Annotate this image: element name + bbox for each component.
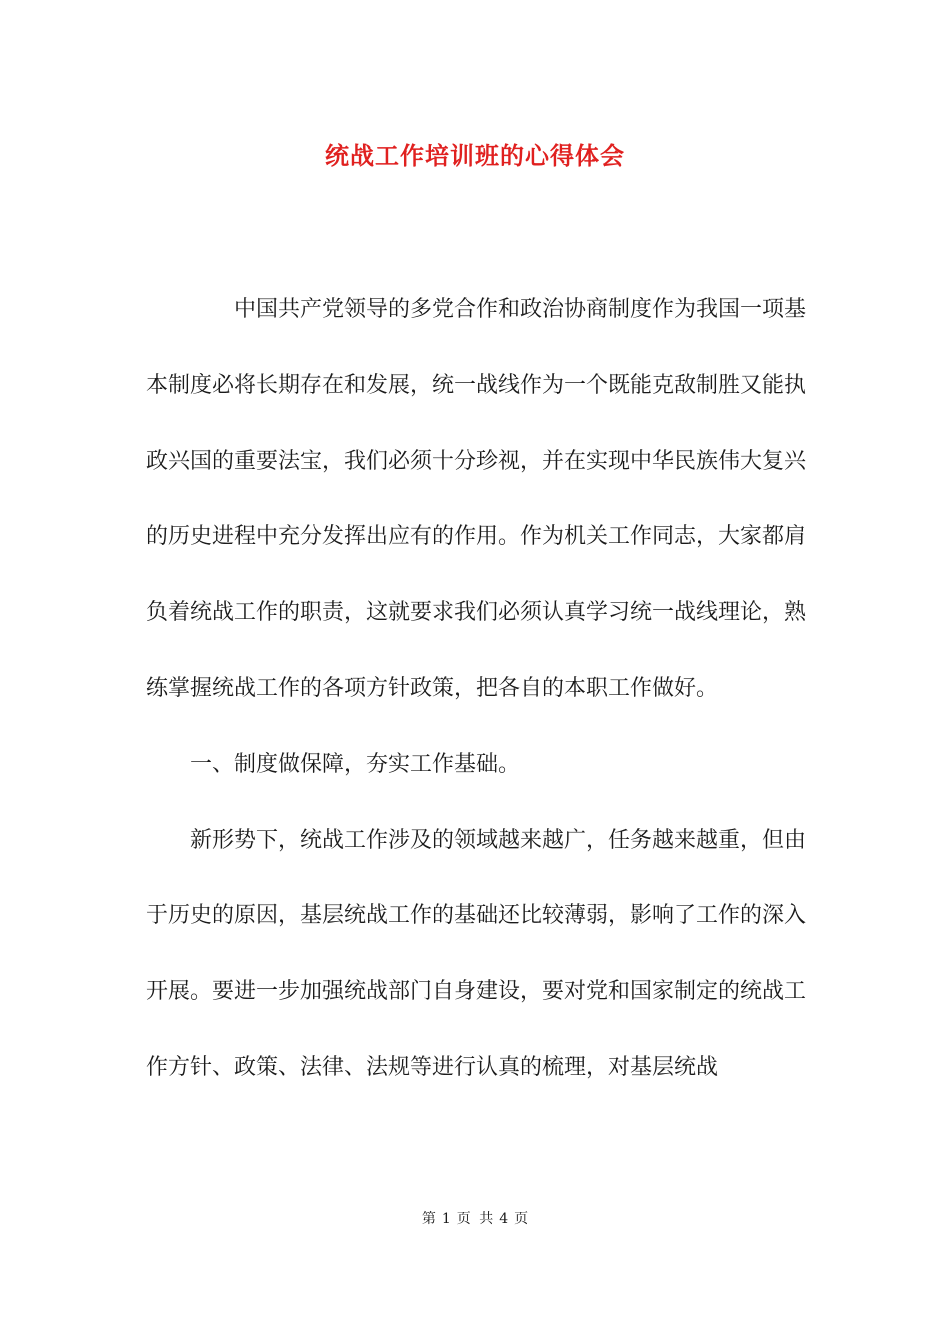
paragraph-section-1: 新形势下，统战工作涉及的领域越来越广，任务越来越重，但由于历史的原因，基层统战工作的基础还比较薄弱，影响了工作的深入开展。要进一步加强统战部门自身建设，要对党和国家制定的统战工作方针、政策、法律、法规等进行认真的梳理，对基层统战	[146, 827, 807, 1080]
footer-current-page: 1	[441, 1211, 451, 1227]
footer-middle: 页 共	[456, 1211, 494, 1227]
document-body	[146, 272, 806, 1106]
section-heading-1: 一、制度做保障，夯实工作基础。	[190, 751, 521, 777]
footer-suffix: 页	[514, 1211, 529, 1227]
footer-total-pages: 4	[499, 1211, 509, 1227]
page-footer	[0, 1208, 950, 1228]
document-title: 统战工作培训班的心得体会	[325, 141, 625, 170]
paragraph-intro: 中国共产党领导的多党合作和政治协商制度作为我国一项基本制度必将长期存在和发展，统一战线作为一个既能克敌制胜又能执政兴国的重要法宝，我们必须十分珍视，并在实现中华民族伟大复兴的历史进程中充分发挥出应有的作用。作为机关工作同志，大家都肩负着统战工作的职责，这就要求我们必须认真学习统一战线理论，熟练掌握统战工作的各项方针政策，把各自的本职工作做好。	[146, 297, 807, 701]
footer-prefix: 第	[421, 1211, 436, 1227]
